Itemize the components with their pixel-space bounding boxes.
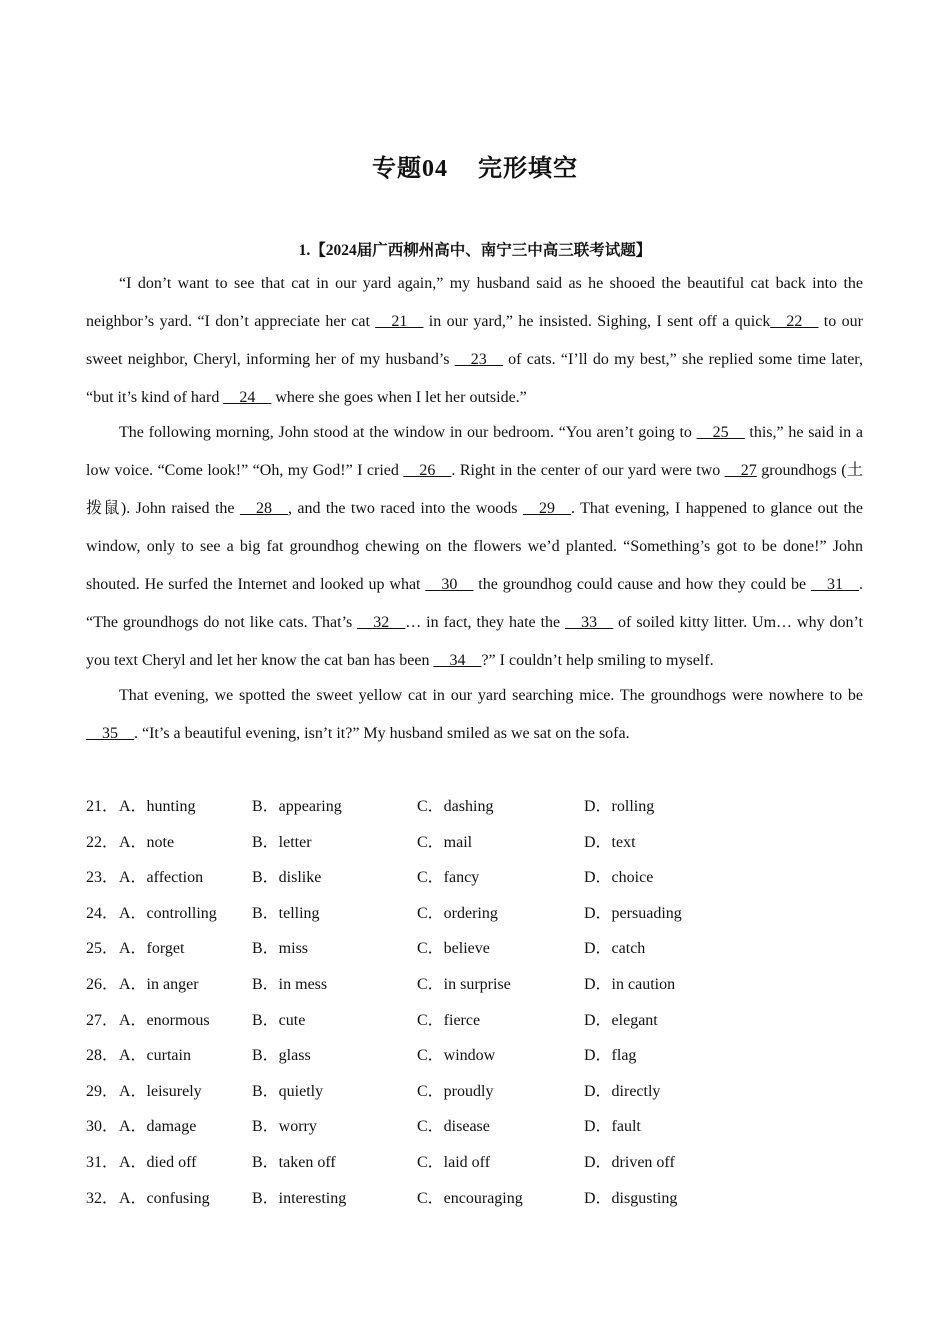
question-number: 31． — [86, 1153, 119, 1171]
option-c: C．ordering — [417, 904, 498, 922]
blank-23: __23__ — [454, 351, 503, 368]
blank-29: __29__ — [522, 500, 571, 517]
blank-22: __22__ — [770, 313, 819, 330]
option-d: D．driven off — [584, 1153, 675, 1171]
option-b: B．taken off — [252, 1153, 336, 1171]
option-b: B．in mess — [252, 975, 328, 993]
question-number: 32． — [86, 1189, 119, 1207]
option-row — [86, 1145, 863, 1181]
option-row — [86, 825, 863, 861]
option-b: B．letter — [252, 833, 312, 851]
question-number: 22． — [86, 833, 119, 851]
option-row — [86, 967, 863, 1003]
blank-21: __21__ — [375, 313, 424, 330]
option-row — [86, 789, 863, 825]
blank-30: __30__ — [425, 576, 474, 593]
options-list — [86, 789, 863, 1216]
option-c: C．window — [417, 1047, 496, 1065]
option-a: A．affection — [119, 869, 204, 887]
option-b: B．quietly — [252, 1082, 324, 1100]
option-a: A．died off — [119, 1153, 197, 1171]
option-d: D．text — [584, 833, 636, 851]
question-number: 30． — [86, 1118, 119, 1136]
option-a: A．leisurely — [119, 1082, 202, 1100]
option-b: B．appearing — [252, 798, 342, 815]
option-c: C．mail — [417, 833, 473, 851]
option-c: C．disease — [417, 1118, 490, 1136]
title-sub: 完形填空 — [478, 156, 578, 182]
option-b: B．interesting — [252, 1189, 347, 1207]
blank-25: __25__ — [696, 424, 745, 441]
option-c: C．believe — [417, 940, 490, 958]
option-c: C．in surprise — [417, 975, 511, 993]
blank-34: __34__ — [433, 652, 482, 669]
option-c: C．dashing — [417, 798, 494, 815]
option-c: C．fancy — [417, 869, 480, 887]
option-row — [86, 896, 863, 932]
option-b: B．telling — [252, 904, 320, 922]
option-a: A．forget — [119, 940, 185, 958]
paragraph-1: “I don’t want to see that cat in our yard again,” my husband said as he shooed the beautiful cat back into the neighbor’s yard. “I don’t appreciate her cat __21__ in our yard,” he insisted. Sighing, I sent off a quick__22__ to our sweet neighbor, Cheryl, informing her of my husband’s __23__ of cats. “I’ll do my best,” she replied some time later, “but it’s kind of hard __24__ where she goes when I let her outside.” — [86, 275, 863, 406]
question-number: 21． — [86, 798, 119, 815]
blank-32: __32__ — [357, 614, 406, 631]
option-d: D．directly — [584, 1082, 661, 1100]
option-d: D．in caution — [584, 975, 676, 993]
option-d: D．choice — [584, 869, 654, 887]
option-a: A．damage — [119, 1118, 197, 1136]
option-a: A．curtain — [119, 1047, 191, 1065]
blank-33: __33__ — [565, 614, 614, 631]
question-number: 27． — [86, 1011, 119, 1029]
blank-28: __28__ — [239, 500, 288, 517]
blank-35: __35__ — [86, 725, 134, 742]
question-number: 25． — [86, 940, 119, 958]
option-c: C．fierce — [417, 1011, 481, 1029]
passage — [86, 265, 863, 753]
option-a: A．confusing — [119, 1189, 210, 1207]
option-d: D．fault — [584, 1118, 641, 1136]
question-header: 1.【2024届广西柳州高中、南宁三中高三联考试题】 — [298, 242, 652, 259]
option-b: B．glass — [252, 1047, 311, 1065]
question-number: 26． — [86, 975, 119, 993]
question-number: 24． — [86, 904, 119, 922]
option-row — [86, 860, 863, 896]
option-b: B．dislike — [252, 869, 322, 887]
option-c: C．encouraging — [417, 1189, 523, 1207]
page-title — [0, 148, 950, 183]
question-number: 28． — [86, 1047, 119, 1065]
question-number: 29． — [86, 1082, 119, 1100]
option-a: A．controlling — [119, 904, 217, 922]
option-row — [86, 1038, 863, 1074]
option-a: A．hunting — [119, 798, 196, 815]
option-b: B．miss — [252, 940, 309, 958]
option-d: D．elegant — [584, 1011, 658, 1029]
option-d: D．persuading — [584, 904, 682, 922]
option-a: A．note — [119, 833, 175, 851]
blank-31: __31__ — [811, 576, 859, 593]
blank-26: __26__ — [403, 462, 452, 479]
option-a: A．enormous — [119, 1011, 210, 1029]
option-d: D．disgusting — [584, 1189, 678, 1207]
paragraph-2: The following morning, John stood at the window in our bedroom. “You aren’t going to __25__ this,” he said in a low voice. “Come look!” “Oh, my God!” I cried __26__. Right in the center of our yard were two __27 groundhogs (土拨鼠). John raised the __28__, and the two raced into the woods __29__. That evening, I happened to glance out the window, only to see a big fat groundhog chewing on the flowers we’d planted. “Something’s got to be done!” John shouted. He surfed the Internet and looked up what __30__ the groundhog could cause and how they could be __31__. “The groundhogs do not like cats. That’s __32__… in fact, they hate the __33__ of soiled kitty litter. Um… why don’t you text Cheryl and let her know the cat ban has been __34__?” I couldn’t help smiling to myself. — [86, 424, 864, 669]
option-d: D．flag — [584, 1047, 637, 1065]
option-row — [86, 931, 863, 967]
option-a: A．in anger — [119, 975, 199, 993]
blank-27: __27 — [724, 462, 757, 479]
option-row — [86, 1003, 863, 1039]
blank-24: __24__ — [223, 389, 272, 406]
option-row — [86, 1109, 863, 1145]
option-b: B．worry — [252, 1118, 317, 1136]
option-row — [86, 1181, 863, 1217]
option-d: D．catch — [584, 940, 646, 958]
title-main: 专题04 — [372, 156, 448, 182]
paragraph-3: That evening, we spotted the sweet yellow cat in our yard searching mice. The groundhogs were nowhere to be __35__. “It’s a beautiful evening, isn’t it?” My husband smiled as we sat on the sofa. — [86, 687, 863, 742]
option-d: D．rolling — [584, 798, 655, 815]
option-c: C．proudly — [417, 1082, 494, 1100]
question-number: 23． — [86, 869, 119, 887]
option-row — [86, 1074, 863, 1110]
option-b: B．cute — [252, 1011, 306, 1029]
option-c: C．laid off — [417, 1153, 491, 1171]
